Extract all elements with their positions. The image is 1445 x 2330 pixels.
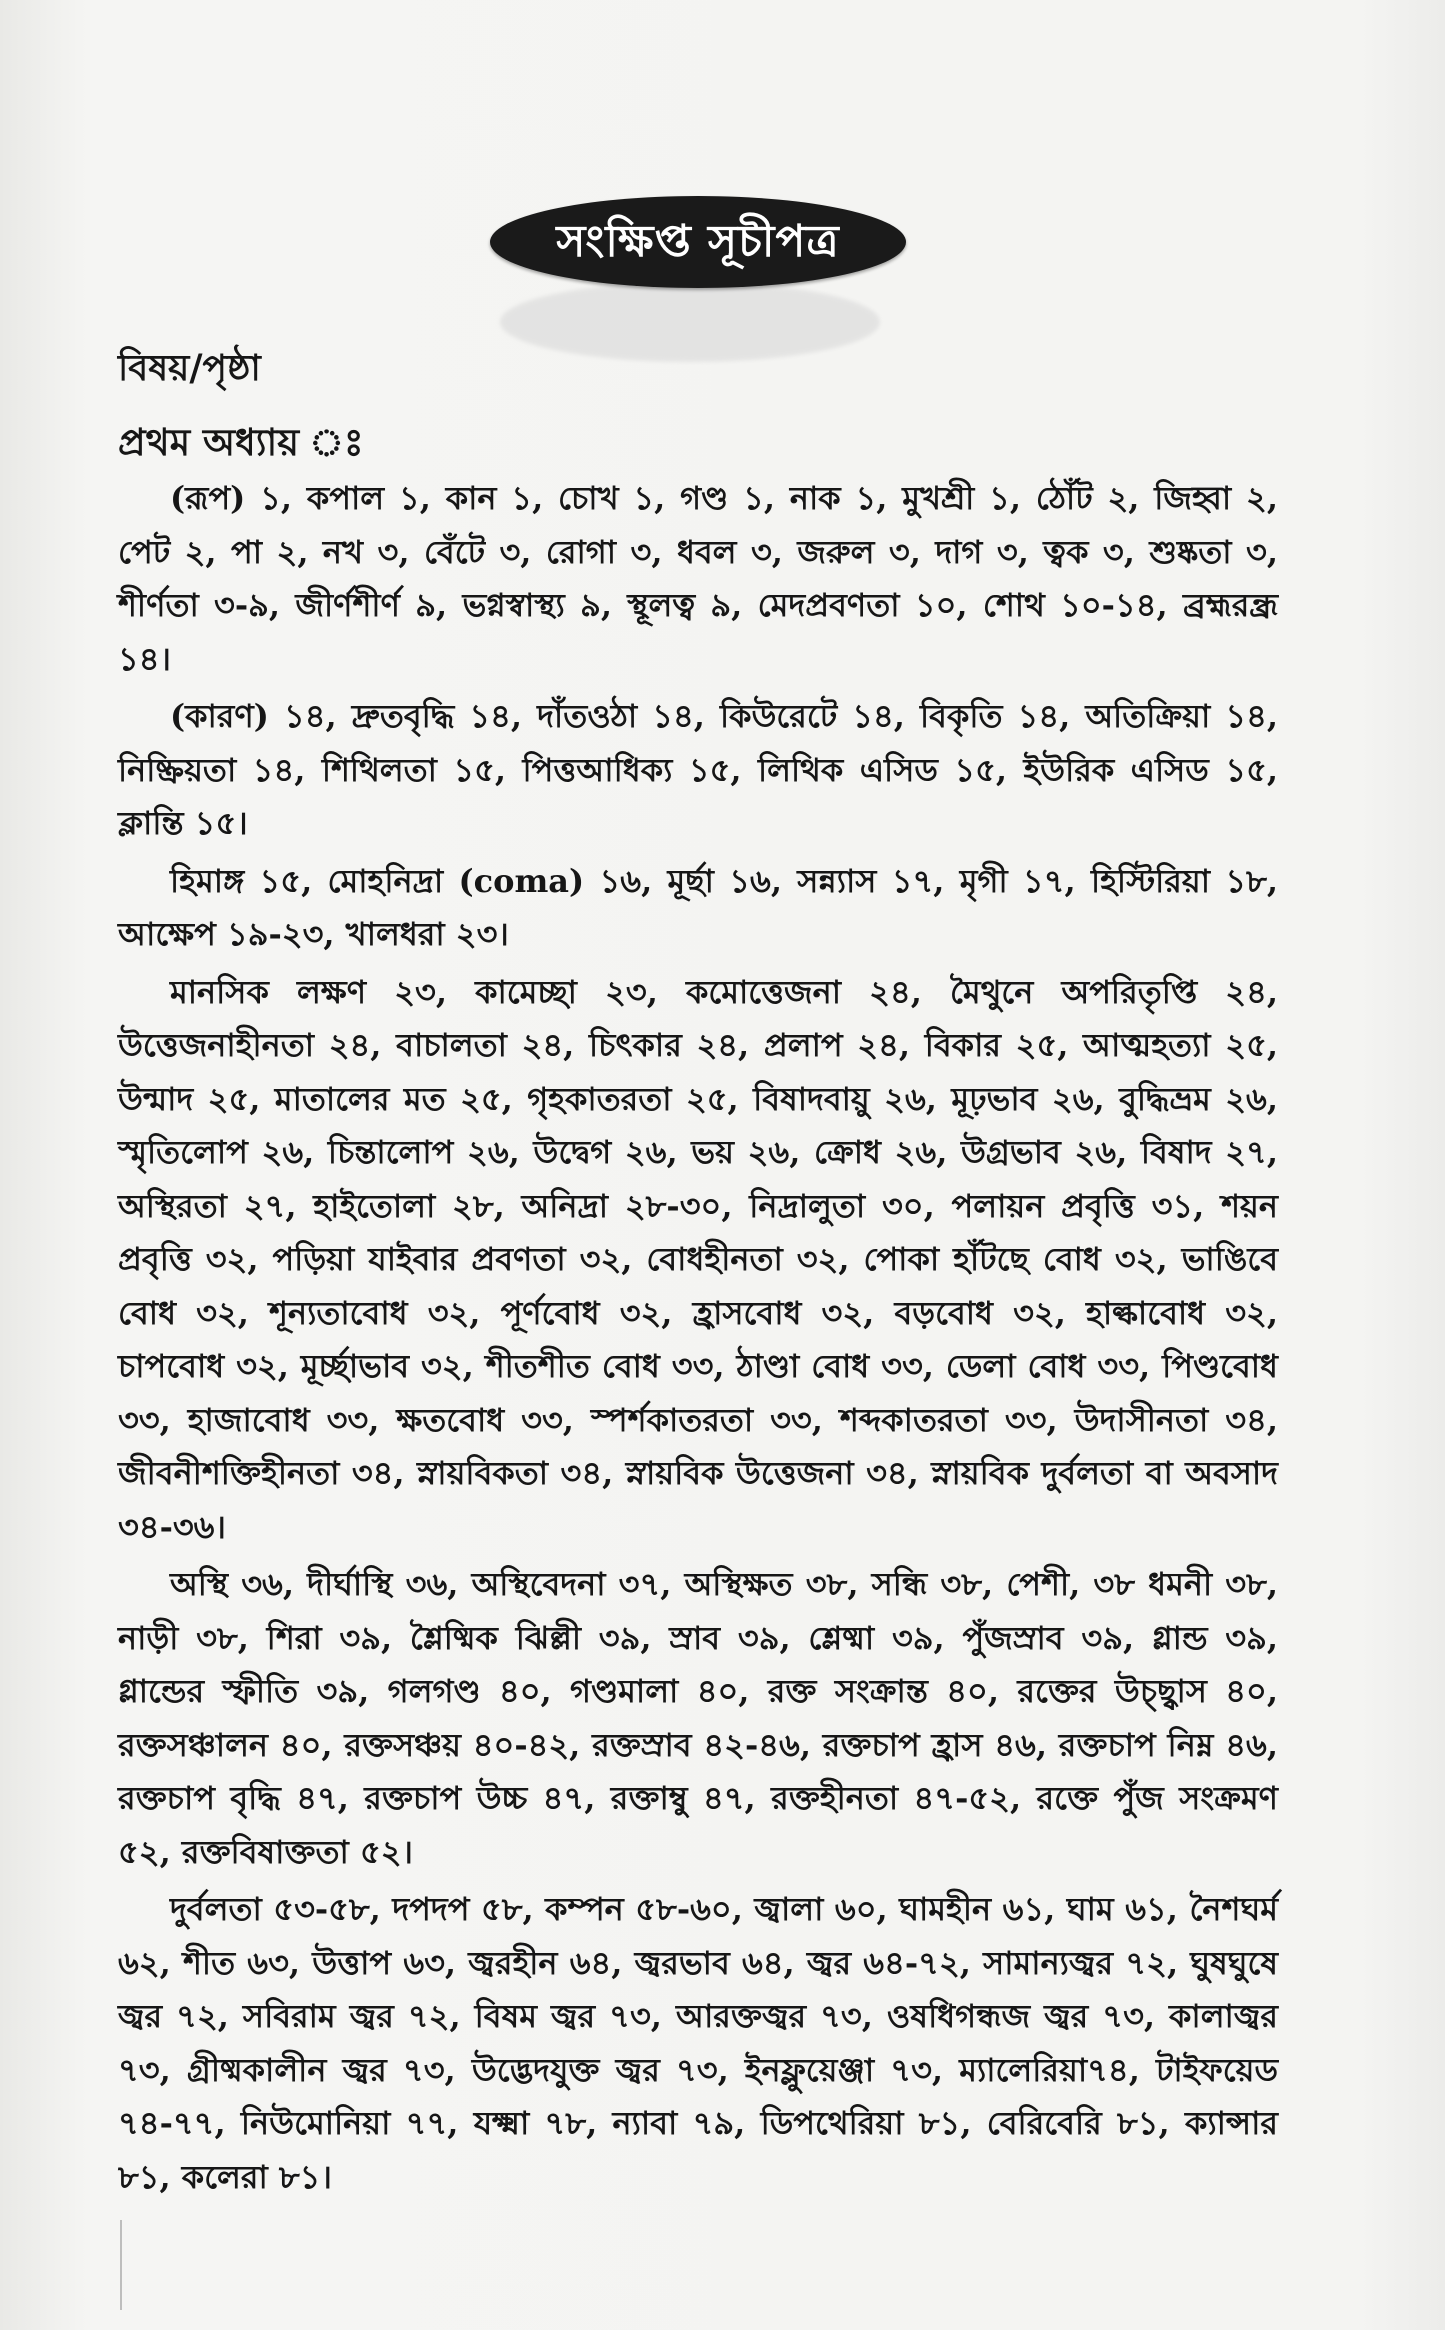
index-content [118,340,1278,2208]
margin-mark [120,2220,122,2310]
index-paragraph-mental: মানসিক লক্ষণ ২৩, কামেচ্ছা ২৩, কমোত্তেজনা ২৪, মৈথুনে অপরিতৃপ্তি ২৪, উত্তেজনাহীনতা ২৪, বাচালতা ২৪, চিৎকার ২৪, প্রলাপ ২৪, বিকার ২৫, আত্মহত্যা ২৫, উন্মাদ ২৫, মাতালের মত ২৫, গৃহকাতরতা ২৫, বিষাদবায়ু ২৬, মূঢ়ভাব ২৬, বুদ্ধিভ্রম ২৬, স্মৃতিলোপ ২৬, চিন্তালোপ ২৬, উদ্বেগ ২৬, ভয় ২৬, ক্রোধ ২৬, উগ্রভাব ২৬, বিষাদ ২৭, অস্থিরতা ২৭, হাইতোলা ২৮, অনিদ্রা ২৮-৩০, নিদ্রালুতা ৩০, পলায়ন প্রবৃত্তি ৩১, শয়ন প্রবৃত্তি ৩২, পড়িয়া যাইবার প্রবণতা ৩২, বোধহীনতা ৩২, পোকা হাঁটছে বোধ ৩২, ভাঙিবে বোধ ৩২, শূন্যতাবোধ ৩২, পূর্ণবোধ ৩২, হ্রাসবোধ ৩২, বড়বোধ ৩২, হাল্কাবোধ ৩২, চাপবোধ ৩২, মূর্চ্ছাভাব ৩২, শীতশীত বোধ ৩৩, ঠাণ্ডা বোধ ৩৩, ডেলা বোধ ৩৩, পিণ্ডবোধ ৩৩, হাজাবোধ ৩৩, ক্ষতবোধ ৩৩, স্পর্শকাতরতা ৩৩, শব্দকাতরতা ৩৩, উদাসীনতা ৩৪, জীবনীশক্তিহীনতা ৩৪, স্নায়বিকতা ৩৪, স্নায়বিক উত্তেজনা ৩৪, স্নায়বিক দুর্বলতা বা অবসাদ ৩৪-৩৬। [118,972,1278,1546]
index-paragraph-form: (রূপ) ১, কপাল ১, কান ১, চোখ ১, গণ্ড ১, নাক ১, মুখশ্রী ১, ঠোঁট ২, জিহ্বা ২, পেট ২, পা ২, নখ ৩, বেঁটে ৩, রোগা ৩, ধবল ৩, জরুল ৩, দাগ ৩, ত্বক ৩, শুষ্কতা ৩, শীর্ণতা ৩-৯, জীর্ণশীর্ণ ৯, ভগ্নস্বাস্থ্য ৯, স্থূলত্ব ৯, মেদপ্রবণতা ১০, শোথ ১০-১৪, ব্রহ্মরন্ধ্র ১৪। [118,479,1278,678]
page-title: সংক্ষিপ্ত সূচীপত্র [490,196,906,288]
chapter-heading: প্রথম অধ্যায় ঃ [118,420,364,464]
subject-page-label: বিষয়/পৃষ্ঠা [118,347,261,389]
index-paragraph-coma: হিমাঙ্গ ১৫, মোহনিদ্রা (coma) ১৬, মূর্ছা ১৬, সন্ন্যাস ১৭, মৃগী ১৭, হিস্টিরিয়া ১৮, আক্ষেপ ১৯-২৩, খালধরা ২৩। [118,861,1278,953]
index-paragraph-bones-blood: অস্থি ৩৬, দীর্ঘাস্থি ৩৬, অস্থিবেদনা ৩৭, অস্থিক্ষত ৩৮, সন্ধি ৩৮, পেশী, ৩৮ ধমনী ৩৮, নাড়ী ৩৮, শিরা ৩৯, শ্লৈষ্মিক ঝিল্লী ৩৯, স্রাব ৩৯, শ্লেষ্মা ৩৯, পুঁজস্রাব ৩৯, গ্লান্ড ৩৯, গ্লান্ডের স্ফীতি ৩৯, গলগণ্ড ৪০, গণ্ডমালা ৪০, রক্ত সংক্রান্ত ৪০, রক্তের উচ্ছ্বাস ৪০, রক্তসঞ্চালন ৪০, রক্তসঞ্চয় ৪০-৪২, রক্তস্রাব ৪২-৪৬, রক্তচাপ হ্রাস ৪৬, রক্তচাপ নিম্ন ৪৬, রক্তচাপ বৃদ্ধি ৪৭, রক্তচাপ উচ্চ ৪৭, রক্তাম্বু ৪৭, রক্তহীনতা ৪৭-৫২, রক্তে পুঁজ সংক্রমণ ৫২, রক্তবিষাক্ততা ৫২। [118,1565,1278,1871]
index-paragraph-fever: দুর্বলতা ৫৩-৫৮, দপদপ ৫৮, কম্পন ৫৮-৬০, জ্বালা ৬০, ঘামহীন ৬১, ঘাম ৬১, নৈশঘর্ম ৬২, শীত ৬৩, উত্তাপ ৬৩, জ্বরহীন ৬৪, জ্বরভাব ৬৪, জ্বর ৬৪-৭২, সামান্যজ্বর ৭২, ঘুষঘুষে জ্বর ৭২, সবিরাম জ্বর ৭২, বিষম জ্বর ৭৩, আরক্তজ্বর ৭৩, ওষধিগন্ধজ জ্বর ৭৩, কালাজ্বর ৭৩, গ্রীষ্মকালীন জ্বর ৭৩, উদ্ভেদযুক্ত জ্বর ৭৩, ইনফ্লুয়েঞ্জা ৭৩, ম্যালেরিয়া৭৪, টাইফয়েড ৭৪-৭৭, নিউমোনিয়া ৭৭, যক্ষ্মা ৭৮, ন্যাবা ৭৯, ডিপথেরিয়া ৮১, বেরিবেরি ৮১, ক্যান্সার ৮১, কলেরা ৮১। [118,1890,1278,2196]
index-paragraph-cause: (কারণ) ১৪, দ্রুতবৃদ্ধি ১৪, দাঁতওঠা ১৪, কিউরেটে ১৪, বিকৃতি ১৪, অতিক্রিয়া ১৪, নিষ্ক্রিয়তা ১৪, শিথিলতা ১৫, পিত্তআধিক্য ১৫, লিথিক এসিড ১৫, ইউরিক এসিড ১৫, ক্লান্তি ১৫। [118,697,1278,842]
